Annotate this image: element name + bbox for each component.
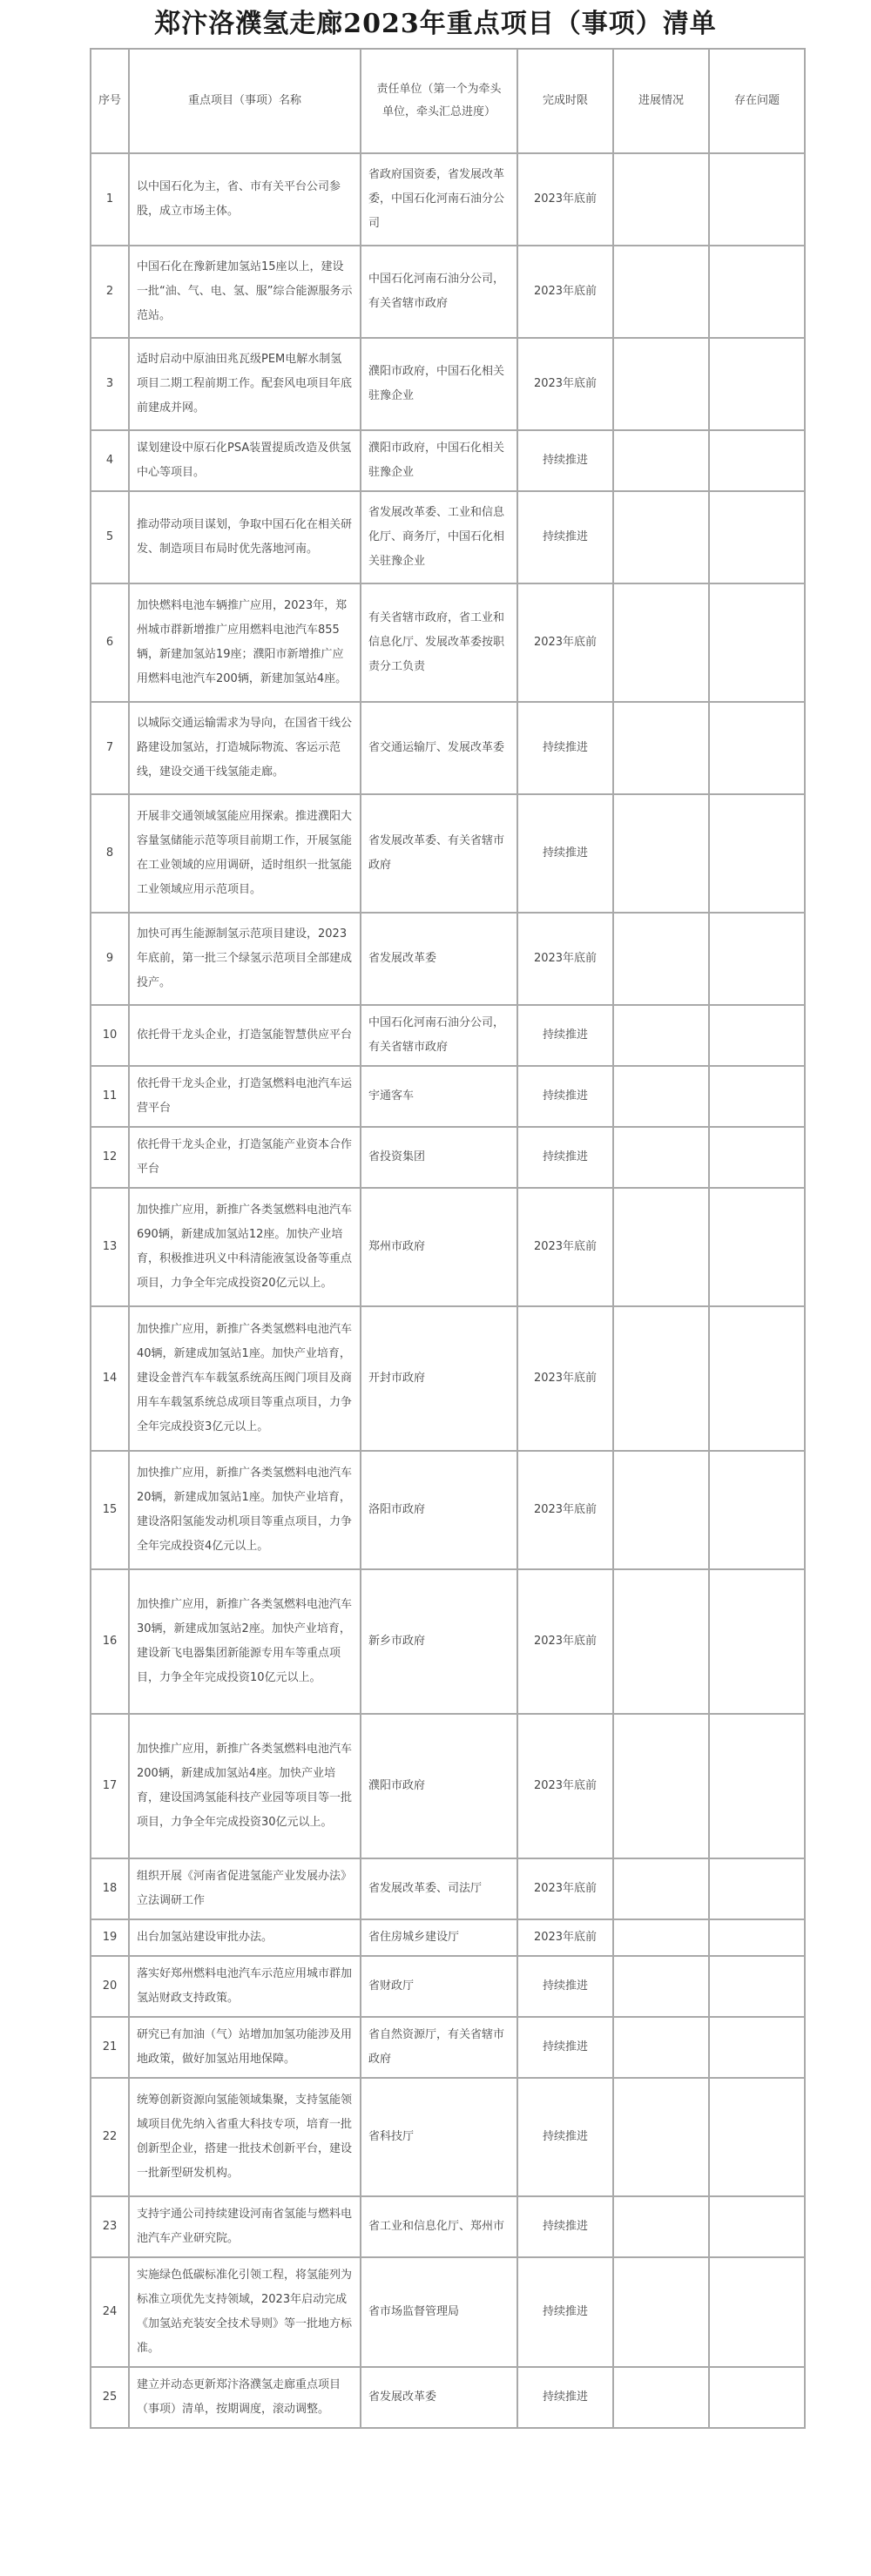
project-name-cell: 研究已有加油（气）站增加加氢功能涉及用地政策，做好加氢站用地保障。	[129, 2017, 361, 2078]
deadline-cell: 2023年底前	[517, 1919, 613, 1956]
responsible-unit-cell: 省政府国资委，省发展改革委，中国石化河南石油分公司	[361, 153, 517, 246]
progress-cell	[613, 1919, 709, 1956]
issues-cell	[709, 1956, 805, 2017]
progress-cell	[613, 913, 709, 1005]
progress-cell	[613, 2078, 709, 2196]
deadline-cell: 2023年底前	[517, 153, 613, 246]
deadline-cell: 2023年底前	[517, 1714, 613, 1858]
progress-cell	[613, 491, 709, 583]
row-number-cell: 5	[91, 491, 129, 583]
table-row	[91, 1306, 805, 1451]
deadline-cell: 2023年底前	[517, 1569, 613, 1714]
deadline-cell: 持续推进	[517, 794, 613, 913]
project-name-cell: 加快推广应用，新推广各类氢燃料电池汽车20辆，新建成加氢站1座。加快产业培育，建设洛阳氢能发动机项目等重点项目，力争全年完成投资4亿元以上。	[129, 1451, 361, 1569]
row-number-cell: 12	[91, 1127, 129, 1188]
table-row	[91, 153, 805, 246]
responsible-unit-cell: 省发展改革委	[361, 2367, 517, 2428]
table-row	[91, 2017, 805, 2078]
issues-cell	[709, 702, 805, 794]
progress-cell	[613, 2196, 709, 2257]
responsible-unit-cell: 宇通客车	[361, 1066, 517, 1127]
progress-cell	[613, 1306, 709, 1451]
issues-cell	[709, 913, 805, 1005]
project-name-cell: 以城际交通运输需求为导向，在国省干线公路建设加氢站，打造城际物流、客运示范线，建设交通干线氢能走廊。	[129, 702, 361, 794]
issues-cell	[709, 491, 805, 583]
table-row	[91, 583, 805, 702]
project-name-cell: 统筹创新资源向氢能领域集聚，支持氢能领域项目优先纳入省重大科技专项，培育一批创新型企业，搭建一批技术创新平台，建设一批新型研发机构。	[129, 2078, 361, 2196]
issues-cell	[709, 2078, 805, 2196]
progress-cell	[613, 1858, 709, 1919]
table-row	[91, 702, 805, 794]
progress-cell	[613, 794, 709, 913]
progress-cell	[613, 246, 709, 338]
issues-cell	[709, 1127, 805, 1188]
deadline-cell: 持续推进	[517, 430, 613, 491]
responsible-unit-cell: 省投资集团	[361, 1127, 517, 1188]
header-issues: 存在问题	[709, 49, 805, 153]
deadline-cell: 2023年底前	[517, 1858, 613, 1919]
row-number-cell: 22	[91, 2078, 129, 2196]
progress-cell	[613, 702, 709, 794]
table-row	[91, 1451, 805, 1569]
row-number-cell: 7	[91, 702, 129, 794]
table-row	[91, 1714, 805, 1858]
issues-cell	[709, 153, 805, 246]
deadline-cell: 2023年底前	[517, 1188, 613, 1306]
row-number-cell: 10	[91, 1005, 129, 1066]
issues-cell	[709, 2017, 805, 2078]
responsible-unit-cell: 省市场监督管理局	[361, 2257, 517, 2367]
progress-cell	[613, 430, 709, 491]
table-row	[91, 2257, 805, 2367]
table-row	[91, 1858, 805, 1919]
project-name-cell: 依托骨干龙头企业，打造氢燃料电池汽车运营平台	[129, 1066, 361, 1127]
deadline-cell: 持续推进	[517, 1066, 613, 1127]
deadline-cell: 持续推进	[517, 1127, 613, 1188]
issues-cell	[709, 583, 805, 702]
deadline-cell: 持续推进	[517, 491, 613, 583]
deadline-cell: 2023年底前	[517, 913, 613, 1005]
progress-cell	[613, 1127, 709, 1188]
responsible-unit-cell: 省工业和信息化厅、郑州市	[361, 2196, 517, 2257]
deadline-cell: 2023年底前	[517, 338, 613, 430]
responsible-unit-cell: 濮阳市政府，中国石化相关驻豫企业	[361, 338, 517, 430]
row-number-cell: 9	[91, 913, 129, 1005]
responsible-unit-cell: 濮阳市政府	[361, 1714, 517, 1858]
progress-cell	[613, 1005, 709, 1066]
progress-cell	[613, 2367, 709, 2428]
project-name-cell: 支持宇通公司持续建设河南省氢能与燃料电池汽车产业研究院。	[129, 2196, 361, 2257]
progress-cell	[613, 338, 709, 430]
row-number-cell: 4	[91, 430, 129, 491]
issues-cell	[709, 430, 805, 491]
row-number-cell: 16	[91, 1569, 129, 1714]
responsible-unit-cell: 中国石化河南石油分公司，有关省辖市政府	[361, 1005, 517, 1066]
responsible-unit-cell: 郑州市政府	[361, 1188, 517, 1306]
table-row	[91, 1188, 805, 1306]
issues-cell	[709, 1005, 805, 1066]
header-unit	[361, 49, 517, 153]
table-row	[91, 1956, 805, 2017]
issues-cell	[709, 794, 805, 913]
table-row	[91, 246, 805, 338]
deadline-cell: 持续推进	[517, 2078, 613, 2196]
project-name-cell: 落实好郑州燃料电池汽车示范应用城市群加氢站财政支持政策。	[129, 1956, 361, 2017]
progress-cell	[613, 1066, 709, 1127]
table-body	[91, 153, 805, 2428]
issues-cell	[709, 246, 805, 338]
deadline-cell: 持续推进	[517, 2196, 613, 2257]
project-name-cell: 依托骨干龙头企业，打造氢能智慧供应平台	[129, 1005, 361, 1066]
row-number-cell: 20	[91, 1956, 129, 2017]
responsible-unit-cell: 省科技厅	[361, 2078, 517, 2196]
responsible-unit-cell: 省自然资源厅，有关省辖市政府	[361, 2017, 517, 2078]
deadline-cell: 持续推进	[517, 1956, 613, 2017]
row-number-cell: 13	[91, 1188, 129, 1306]
project-name-cell: 加快推广应用，新推广各类氢燃料电池汽车40辆，新建成加氢站1座。加快产业培育，建设金普汽车车载氢系统高压阀门项目及商用车车载氢系统总成项目等重点项目，力争全年完成投资3亿元以上。	[129, 1306, 361, 1451]
responsible-unit-cell: 省发展改革委、工业和信息化厅、商务厅，中国石化相关驻豫企业	[361, 491, 517, 583]
table-row	[91, 1127, 805, 1188]
row-number-cell: 3	[91, 338, 129, 430]
project-table	[90, 48, 806, 2429]
progress-cell	[613, 1956, 709, 2017]
project-name-cell: 建立并动态更新郑汴洛濮氢走廊重点项目（事项）清单，按期调度，滚动调整。	[129, 2367, 361, 2428]
deadline-cell: 2023年底前	[517, 1306, 613, 1451]
row-number-cell: 23	[91, 2196, 129, 2257]
progress-cell	[613, 583, 709, 702]
issues-cell	[709, 1858, 805, 1919]
progress-cell	[613, 1451, 709, 1569]
responsible-unit-cell: 开封市政府	[361, 1306, 517, 1451]
table-row	[91, 1005, 805, 1066]
responsible-unit-cell: 中国石化河南石油分公司，有关省辖市政府	[361, 246, 517, 338]
responsible-unit-cell: 新乡市政府	[361, 1569, 517, 1714]
page-title: 郑汴洛濮氢走廊2023年重点项目（事项）清单	[154, 9, 717, 39]
issues-cell	[709, 1714, 805, 1858]
project-name-cell: 加快推广应用，新推广各类氢燃料电池汽车30辆，新建成加氢站2座。加快产业培育，建设新飞电器集团新能源专用车等重点项目，力争全年完成投资10亿元以上。	[129, 1569, 361, 1714]
responsible-unit-cell: 洛阳市政府	[361, 1451, 517, 1569]
table-row	[91, 430, 805, 491]
project-name-cell: 适时启动中原油田兆瓦级PEM电解水制氢项目二期工程前期工作。配套风电项目年底前建成并网。	[129, 338, 361, 430]
row-number-cell: 11	[91, 1066, 129, 1127]
deadline-cell: 2023年底前	[517, 583, 613, 702]
table-row	[91, 338, 805, 430]
issues-cell	[709, 1066, 805, 1127]
deadline-cell: 持续推进	[517, 2257, 613, 2367]
table-row	[91, 913, 805, 1005]
row-number-cell: 8	[91, 794, 129, 913]
row-number-cell: 18	[91, 1858, 129, 1919]
progress-cell	[613, 153, 709, 246]
header-project: 重点项目（事项）名称	[129, 49, 361, 153]
project-name-cell: 推动带动项目谋划，争取中国石化在相关研发、制造项目布局时优先落地河南。	[129, 491, 361, 583]
deadline-cell: 持续推进	[517, 2017, 613, 2078]
row-number-cell: 1	[91, 153, 129, 246]
project-name-cell: 加快燃料电池车辆推广应用，2023年，郑州城市群新增推广应用燃料电池汽车855辆，新建加氢站19座；濮阳市新增推广应用燃料电池汽车200辆，新建加氢站4座。	[129, 583, 361, 702]
issues-cell	[709, 2257, 805, 2367]
row-number-cell: 6	[91, 583, 129, 702]
responsible-unit-cell: 省发展改革委、有关省辖市政府	[361, 794, 517, 913]
header-unit-line1: 责任单位（第一个为牵头	[376, 83, 502, 96]
project-name-cell: 依托骨干龙头企业，打造氢能产业资本合作平台	[129, 1127, 361, 1188]
progress-cell	[613, 2257, 709, 2367]
progress-cell	[613, 1569, 709, 1714]
row-number-cell: 24	[91, 2257, 129, 2367]
responsible-unit-cell: 濮阳市政府，中国石化相关驻豫企业	[361, 430, 517, 491]
deadline-cell: 持续推进	[517, 702, 613, 794]
responsible-unit-cell: 省财政厅	[361, 1956, 517, 2017]
table-row	[91, 794, 805, 913]
header-progress: 进展情况	[613, 49, 709, 153]
table-row	[91, 1919, 805, 1956]
deadline-cell: 持续推进	[517, 2367, 613, 2428]
table-row	[91, 2367, 805, 2428]
responsible-unit-cell: 省发展改革委、司法厅	[361, 1858, 517, 1919]
table-row	[91, 2196, 805, 2257]
responsible-unit-cell: 省交通运输厅、发展改革委	[361, 702, 517, 794]
issues-cell	[709, 2196, 805, 2257]
row-number-cell: 2	[91, 246, 129, 338]
project-name-cell: 谋划建设中原石化PSA装置提质改造及供氢中心等项目。	[129, 430, 361, 491]
progress-cell	[613, 2017, 709, 2078]
issues-cell	[709, 1188, 805, 1306]
project-name-cell: 加快推广应用，新推广各类氢燃料电池汽车200辆，新建成加氢站4座。加快产业培育，建设国鸿氢能科技产业园等项目等一批项目，力争全年完成投资30亿元以上。	[129, 1714, 361, 1858]
header-deadline: 完成时限	[517, 49, 613, 153]
deadline-cell: 2023年底前	[517, 246, 613, 338]
row-number-cell: 14	[91, 1306, 129, 1451]
project-name-cell: 加快可再生能源制氢示范项目建设，2023年底前，第一批三个绿氢示范项目全部建成投产。	[129, 913, 361, 1005]
project-name-cell: 实施绿色低碳标准化引领工程，将氢能列为标准立项优先支持领域，2023年启动完成《加氢站充装安全技术导则》等一批地方标准。	[129, 2257, 361, 2367]
row-number-cell: 19	[91, 1919, 129, 1956]
table-row	[91, 1569, 805, 1714]
project-name-cell: 以中国石化为主，省、市有关平台公司参股，成立市场主体。	[129, 153, 361, 246]
row-number-cell: 17	[91, 1714, 129, 1858]
deadline-cell: 2023年底前	[517, 1451, 613, 1569]
issues-cell	[709, 1451, 805, 1569]
project-name-cell: 开展非交通领域氢能应用探索。推进濮阳大容量氢储能示范等项目前期工作，开展氢能在工业领域的应用调研，适时组织一批氢能工业领域应用示范项目。	[129, 794, 361, 913]
deadline-cell: 持续推进	[517, 1005, 613, 1066]
header-unit-line2: 单位，牵头汇总进度）	[381, 105, 496, 118]
issues-cell	[709, 1569, 805, 1714]
table-header-row	[91, 49, 805, 153]
progress-cell	[613, 1188, 709, 1306]
responsible-unit-cell: 省发展改革委	[361, 913, 517, 1005]
project-name-cell: 组织开展《河南省促进氢能产业发展办法》立法调研工作	[129, 1858, 361, 1919]
project-name-cell: 中国石化在豫新建加氢站15座以上，建设一批“油、气、电、氢、服”综合能源服务示范站。	[129, 246, 361, 338]
issues-cell	[709, 338, 805, 430]
table-row	[91, 491, 805, 583]
row-number-cell: 15	[91, 1451, 129, 1569]
project-name-cell: 出台加氢站建设审批办法。	[129, 1919, 361, 1956]
header-no: 序号	[91, 49, 129, 153]
progress-cell	[613, 1714, 709, 1858]
issues-cell	[709, 1306, 805, 1451]
row-number-cell: 21	[91, 2017, 129, 2078]
responsible-unit-cell: 省住房城乡建设厅	[361, 1919, 517, 1956]
project-name-cell: 加快推广应用，新推广各类氢燃料电池汽车690辆，新建成加氢站12座。加快产业培育，积极推进巩义中科清能液氢设备等重点项目，力争全年完成投资20亿元以上。	[129, 1188, 361, 1306]
table-row	[91, 1066, 805, 1127]
responsible-unit-cell: 有关省辖市政府，省工业和信息化厅、发展改革委按职责分工负责	[361, 583, 517, 702]
issues-cell	[709, 2367, 805, 2428]
issues-cell	[709, 1919, 805, 1956]
table-row	[91, 2078, 805, 2196]
row-number-cell: 25	[91, 2367, 129, 2428]
